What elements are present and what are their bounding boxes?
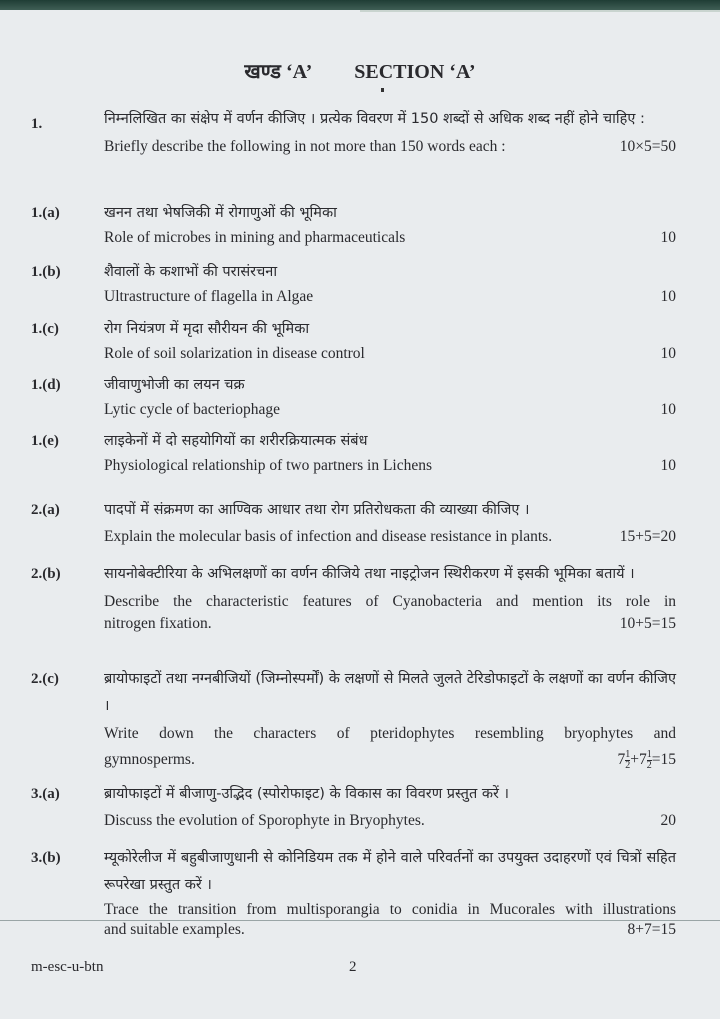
question-marks: 10 xyxy=(660,288,676,305)
question-number: 2.(c) xyxy=(31,671,59,687)
marks-total: =15 xyxy=(651,751,676,768)
section-title-english: SECTION ‘A’ xyxy=(354,61,476,83)
question-marks: 15+5=20 xyxy=(619,528,676,545)
question-number: 1.(d) xyxy=(31,377,61,393)
page-top-edge xyxy=(0,0,720,10)
question-marks: 10 xyxy=(660,229,676,246)
section-title xyxy=(0,57,720,84)
question-marks: 10×5=50 xyxy=(619,138,676,155)
fraction-numerator: 1 xyxy=(625,748,631,760)
question-text-hindi: सायनोबेक्टीरिया के अभिलक्षणों का वर्णन कीजिये तथा नाइट्रोजन स्थिरीकरण में इसकी भूमिका बतायें । xyxy=(104,566,635,582)
fraction-denominator: 2 xyxy=(625,759,631,771)
question-text-english: Physiological relationship of two partners in Lichens xyxy=(104,457,433,474)
question-marks: 10 xyxy=(660,401,676,418)
question-text-english-line2: nitrogen fixation. xyxy=(104,615,212,632)
question-text-english: Explain the molecular basis of infection and disease resistance in plants. xyxy=(104,528,553,545)
question-text-hindi: शैवालों के कशाभों की परासंरचना xyxy=(104,264,278,280)
question-number: 1.(b) xyxy=(31,264,61,280)
question-text-hindi: म्यूकोरेलीज में बहुबीजाणुधानी से कोनिडियम तक में होने वाले परिवर्तनों का उपयुक्त उदाहरणों एवं चित्रों सहित रूपरेखा प्रस्तुत करें । xyxy=(104,850,676,893)
question-number: 1. xyxy=(31,116,43,132)
question-text-english: Briefly describe the following in not more than 150 words each : xyxy=(104,138,506,155)
question-marks xyxy=(618,750,677,771)
question-text-english-line2: gymnosperms. xyxy=(104,751,195,768)
question-text-english: Role of microbes in mining and pharmaceuticals xyxy=(104,229,406,246)
question-marks: 10 xyxy=(660,345,676,362)
question-text-english-line1: Write down the characters of pteridophytes resembling bryophytes and xyxy=(104,725,676,742)
question-number: 1.(a) xyxy=(31,205,60,221)
question-text-english: Role of soil solarization in disease control xyxy=(104,345,365,362)
question-text-hindi: पादपों में संक्रमण का आण्विक आधार तथा रोग प्रतिरोधकता की व्याख्या कीजिए । xyxy=(104,502,530,518)
question-text-english-line1: Describe the characteristic features of Cyanobacteria and mention its role in xyxy=(104,593,676,610)
footer-code: m-esc-u-btn xyxy=(31,959,104,975)
question-number: 2.(a) xyxy=(31,502,60,518)
question-text-english: Discuss the evolution of Sporophyte in Bryophytes. xyxy=(104,812,425,829)
question-text-english-line1: Trace the transition from multisporangia to conidia in Mucorales with illustrations xyxy=(104,901,676,918)
question-number: 2.(b) xyxy=(31,566,61,582)
question-text-hindi: ब्रायोफाइटों में बीजाणु-उद्भिद (स्पोरोफाइट) के विकास का विवरण प्रस्तुत करें । xyxy=(104,786,509,802)
question-number: 3.(b) xyxy=(31,850,61,866)
marks-plus: + xyxy=(630,751,639,768)
marks-whole-1: 7 xyxy=(617,751,626,768)
fraction-denominator: 2 xyxy=(646,759,652,771)
fraction-numerator: 1 xyxy=(646,748,652,760)
marks-whole-2: 7 xyxy=(639,751,647,768)
section-title-hindi: खण्ड ‘A’ xyxy=(244,61,313,83)
question-text-english-line2: and suitable examples. xyxy=(104,921,245,938)
question-marks: 10+5=15 xyxy=(619,615,676,632)
question-number: 1.(c) xyxy=(31,321,59,337)
question-text-hindi: खनन तथा भेषजिकी में रोगाणुओं की भूमिका xyxy=(104,205,337,221)
page-number: 2 xyxy=(349,959,357,975)
question-number: 1.(e) xyxy=(31,433,59,449)
page-fold-line xyxy=(0,920,720,921)
question-text-hindi: जीवाणुभोजी का लयन चक्र xyxy=(104,377,245,393)
question-marks: 8+7=15 xyxy=(627,921,676,938)
top-edge-line xyxy=(360,10,720,12)
question-text-english: Lytic cycle of bacteriophage xyxy=(104,401,281,418)
question-text-hindi: ब्रायोफाइटों तथा नग्नबीजियों (जिम्नोस्पर्मों) के लक्षणों से मिलते जुलते टेरिडोफाइटों के लक्षणों का वर्णन कीजिए । xyxy=(104,671,676,714)
question-text-hindi: लाइकेनों में दो सहयोगियों का शरीरक्रियात्मक संबंध xyxy=(104,433,368,449)
question-text-hindi: रोग नियंत्रण में मृदा सौरीयन की भूमिका xyxy=(104,321,310,337)
question-marks: 10 xyxy=(660,457,676,474)
ink-mark xyxy=(381,88,384,92)
question-number: 3.(a) xyxy=(31,786,60,802)
question-text-english: Ultrastructure of flagella in Algae xyxy=(104,288,314,305)
question-marks: 20 xyxy=(660,812,676,829)
question-text-hindi: निम्नलिखित का संक्षेप में वर्णन कीजिए । प्रत्येक विवरण में 150 शब्दों से अधिक शब्द नहीं होने चाहिए : xyxy=(104,111,645,127)
